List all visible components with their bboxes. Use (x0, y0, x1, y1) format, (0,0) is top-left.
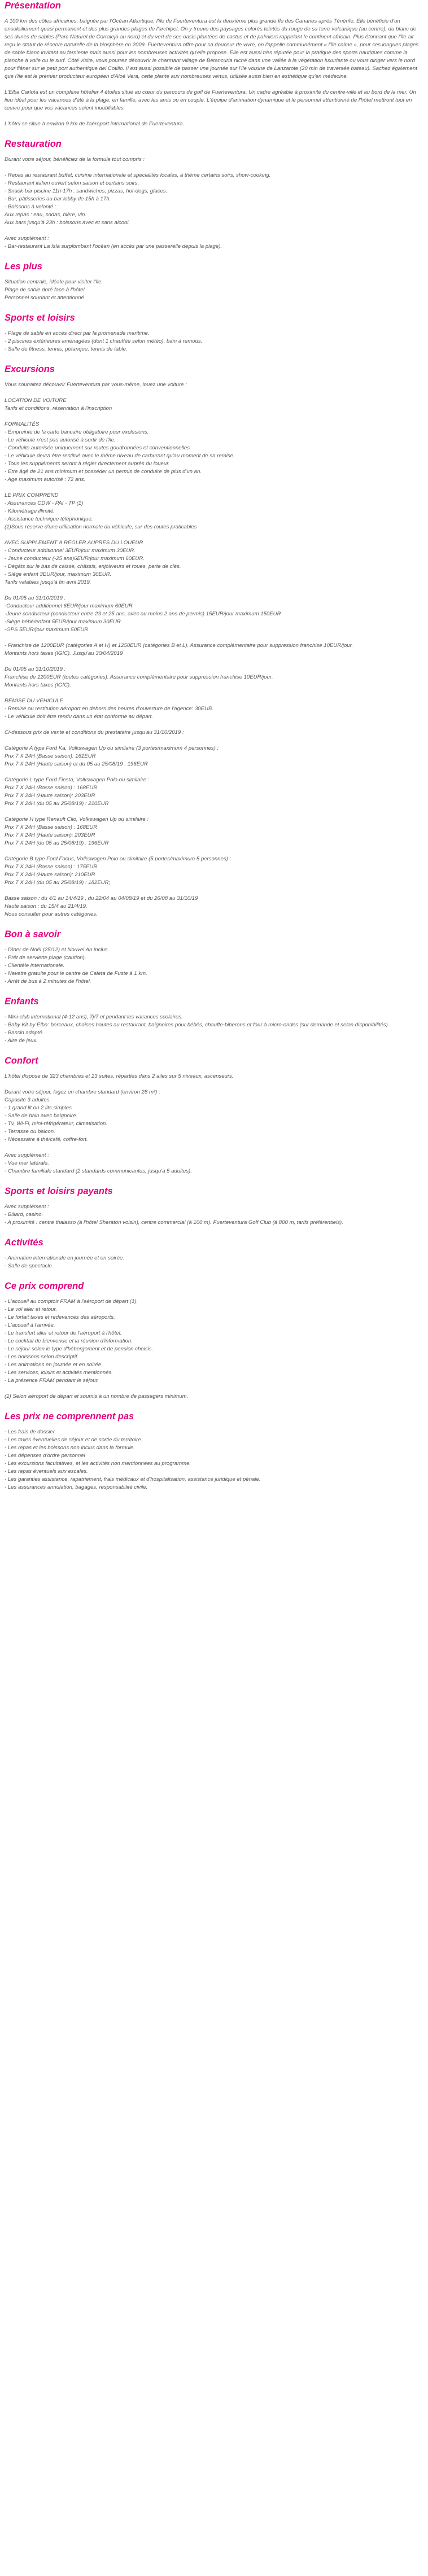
text-line: Prix 7 X 24H (Haute saison): 203EUR (5, 832, 95, 838)
text-line: Franchise de 1200EUR (toutes catégories). Assurance complémentaire pour suppression franchise 10EUR/jour. (5, 674, 273, 680)
section-body (5, 946, 423, 986)
line-spacer (5, 1144, 423, 1152)
text-line: - Salle de spectacle. (5, 1263, 54, 1269)
text-line: - A proximité : centre thalasso (à l'hôtel Sheraton voisin), centre commercial (à 100 m). Fuerteventura Golf Club (à 800 m, tarifs préférentiels). (5, 1219, 343, 1226)
text-line: Catégorie A type Ford Ka, Volkswagen Up ou similaire (3 portes/maximum 4 personnes) : (5, 745, 219, 751)
section-enfants (5, 996, 423, 1045)
text-line: - Nécessaire à thé/café, coffre-fort. (5, 1136, 88, 1143)
section-sports-loisirs (5, 312, 423, 353)
text-line: - Prêt de serviette plage (caution). (5, 955, 86, 961)
line-spacer (5, 808, 423, 816)
text-line: - Franchise de 1200EUR (catégories A et H) et 1250EUR (catégories B et L). Assurance complémentaire pour suppression franchise 10EUR/jour. (5, 642, 353, 649)
text-line: (1) Selon aéroport de départ et soumis à un nombre de passagers minimum. (5, 1393, 189, 1399)
text-line: Prix 7 X 24H (Basse saison) : 175EUR (5, 864, 98, 870)
text-line: - Salle de bain avec baignoire. (5, 1113, 78, 1119)
text-line: - L'accueil à l'arrivée. (5, 1322, 55, 1328)
text-line: - Restaurant italien ouvert selon saison et certains soirs. (5, 180, 139, 186)
text-line: Prix 7 X 24H (Haute saison) et du 05 au 25/08/19 : 196EUR (5, 761, 148, 767)
text-line: Catégorie L type Ford Fiesta, Volkswagen Polo ou similaire : (5, 777, 150, 783)
section-body (5, 1428, 423, 1492)
section-bon-a-savoir (5, 929, 423, 986)
text-line: - Animation internationale en journée et en soirée. (5, 1255, 124, 1261)
text-line: Montants hors taxes (IGIC). (5, 682, 71, 688)
line-spacer (5, 112, 423, 120)
line-spacer (5, 531, 423, 539)
section-title: Ce prix comprend (5, 1281, 84, 1291)
section-body (5, 1203, 423, 1227)
text-line: - Plage de sable en accès direct par la promenade maritime. (5, 330, 150, 336)
text-line: Prix 7 X 24H (Basse saison) : 168EUR (5, 824, 98, 830)
text-line: Prix 7 X 24H (Basse saison): 161EUR (5, 753, 96, 759)
line-spacer (5, 768, 423, 776)
section-body (5, 381, 423, 919)
text-line: - Dégâts sur le bas de caisse, châssis, enjoliveurs et roues, perte de clés. (5, 563, 181, 570)
text-line: - Aire de jeux. (5, 1038, 38, 1044)
section-presentation (5, 0, 423, 128)
section-title: Enfants (5, 996, 39, 1007)
section-confort (5, 1055, 423, 1175)
text-line: - Conducteur additionnel 3EUR/jour maximum 30EUR. (5, 548, 136, 554)
text-line: L'Elba Carlota est un complexe hôtelier 4 étoiles situé au cœur du parcours de golf de Fuerteventura. Un cadre agréable à proximité du centre-ville et au bord de la mer. Un lieu idéal pour les vacances d'été à la plage, en famille, avec les amis ou en couple. L'équipe d'animation dynamique et le personnel attentionné de l'hôtel mettront tout en œuvre pour que vos vacances soient inoubliables. (5, 89, 416, 111)
text-line: - Les taxes éventuelles de séjour et de sortie du territoire. (5, 1437, 143, 1443)
text-line: - Le cocktail de bienvenue et la réunion d'information. (5, 1338, 133, 1344)
text-line: Prix 7 X 24H (Haute saison): 203EUR (5, 793, 95, 799)
text-line: Durant votre séjour, bénéficiez de la formule tout compris : (5, 156, 145, 163)
text-line: - Repas au restaurant buffet, cuisine internationale et spécialités locales, à thème certains soirs, show-cooking. (5, 172, 271, 178)
text-line: - Les repas et les boissons non inclus dans la formule. (5, 1445, 135, 1451)
line-spacer (5, 689, 423, 697)
text-line: - Chambre familiale standard (2 standards communicantes, jusqu'à 5 adultes). (5, 1168, 192, 1174)
section-sports-loisirs-payants (5, 1186, 423, 1227)
text-line: - Bar, pâtisseries au bar lobby de 15h à 17h. (5, 196, 111, 202)
section-excursions (5, 364, 423, 919)
text-line: - Le forfait taxes et redevances des aéroports. (5, 1314, 115, 1320)
text-line: - Salle de fitness, tennis, pétanque, tennis de table. (5, 346, 128, 352)
text-line: - Les assurances annulation, bagages, responsabilité civile. (5, 1484, 148, 1490)
text-line: Tarifs et conditions, réservation à l'inscription (5, 405, 112, 412)
text-line: -Conducteur additionnel 6EUR/jour maximum 60EUR (5, 603, 133, 609)
text-line: - Snack-bar piscine 11h-17h : sandwiches, pizzas, hot-dogs, glaces. (5, 188, 168, 194)
text-line: REMISE DU VEHICULE (5, 698, 63, 704)
text-line: - Siège enfant 3EUR/jour, maximum 30EUR. (5, 571, 112, 578)
text-line: - Kilométrage illimité. (5, 508, 55, 514)
text-line: Catégorie B type Ford Focus, Volkswagen Polo ou similaire (5 portes/maximum 5 personnes) : (5, 856, 232, 862)
text-line: - Les services, loisirs et activités mentionnés. (5, 1370, 113, 1376)
text-line: -Jeune conducteur (conducteur entre 23 et 25 ans, avec au moins 2 ans de permis) 15EUR/jour maximum 150EUR (5, 611, 281, 617)
section-les-prix-ne-comprennent-pas (5, 1411, 423, 1492)
text-line: Avec supplément : (5, 1152, 49, 1158)
text-line: - Bar-restaurant La Isla surplombant l'océan (en accès par une passerelle depuis la plage). (5, 243, 222, 250)
section-title: Activités (5, 1237, 43, 1248)
text-line: Durant votre séjour, logez en chambre standard (environ 28 m²) : (5, 1089, 160, 1095)
text-line: L'hôtel se situe à environ 9 km de l'aéroport international de Fuerteventura. (5, 121, 185, 127)
section-restauration (5, 138, 423, 251)
text-line: - Jeune conducteur (-25 ans)6EUR/jour maximum 60EUR. (5, 556, 145, 562)
text-line: - Terrasse ou balcon. (5, 1129, 55, 1135)
text-line: - Dîner de Noël (25/12) et Nouvel An inclus. (5, 947, 110, 953)
text-line: - Billard, casino. (5, 1212, 43, 1218)
text-line: Tarifs valables jusqu'à fin avril 2019. (5, 579, 91, 585)
text-line: - Le vol aller et retour. (5, 1306, 57, 1313)
line-spacer (5, 847, 423, 855)
section-title: Bon à savoir (5, 929, 61, 939)
line-spacer (5, 587, 423, 594)
text-line: Du 01/05 au 31/10/2019 : (5, 666, 66, 672)
text-line: - Empreinte de la carte bancaire obligatoire pour exclusions. (5, 429, 149, 435)
text-line: Prix 7 X 24H (du 05 au 25/08/19) : 196EUR (5, 840, 109, 846)
line-spacer (5, 389, 423, 397)
text-line: - La présence FRAM pendant le séjour. (5, 1377, 99, 1384)
text-line: - Remise ou restitution aéroport en dehors des heures d'ouverture de l'agence: 30EUR. (5, 706, 214, 712)
text-line: - Les boissons selon descriptif. (5, 1354, 79, 1360)
line-spacer (5, 1081, 423, 1088)
section-body (5, 1013, 423, 1045)
section-title: Sports et loisirs payants (5, 1186, 113, 1196)
text-line: - Vue mer latérale. (5, 1160, 49, 1166)
line-spacer (5, 484, 423, 492)
text-line: Personnel souriant et attentionné (5, 295, 84, 301)
text-line: Prix 7 X 24H (Basse saison) : 168EUR (5, 785, 98, 791)
text-line: L'hôtel dispose de 323 chambres et 23 suites, réparties dans 2 ailes sur 5 niveaux, ascenseurs. (5, 1073, 234, 1079)
text-line: - Les animations en journée et en soirée. (5, 1362, 103, 1368)
section-body (5, 1254, 423, 1270)
text-line: Aux bars jusqu'à 23h : boissons avec et sans alcool. (5, 220, 130, 226)
text-line: - Arrêt de bus à 2 minutes de l'hôtel. (5, 978, 91, 985)
section-title: Les plus (5, 261, 42, 272)
section-title: Les prix ne comprennent pas (5, 1411, 134, 1422)
text-line: - Mini-club international (4-12 ans), 7j/7 et pendant les vacances scolaires. (5, 1014, 183, 1020)
section-body (5, 1298, 423, 1401)
text-line: AVEC SUPPLEMENT À REGLER AUPRES DU LOUEUR (5, 540, 143, 546)
text-line: LOCATION DE VOITURE (5, 397, 67, 404)
text-line: Plage de sable doré face à l'hôtel. (5, 287, 86, 293)
text-line: -Siège bébé/enfant 5EUR/jour maximum 30EUR (5, 619, 121, 625)
line-spacer (5, 1385, 423, 1393)
text-line: - Les dépenses d'ordre personnel (5, 1453, 85, 1459)
line-spacer (5, 658, 423, 666)
line-spacer (5, 227, 423, 235)
line-spacer (5, 164, 423, 172)
text-line: - Age maximum autorisé : 72 ans. (5, 476, 86, 483)
text-line: - Assistance technique téléphonique. (5, 516, 93, 522)
text-line: - Le véhicule doit être rendu dans un état conforme au départ. (5, 714, 153, 720)
section-title: Sports et loisirs (5, 313, 75, 323)
text-line: (1)Sous réserve d'une utilisation normale du véhicule, sur des routes praticables (5, 524, 197, 530)
section-activites (5, 1237, 423, 1270)
text-line: Avec supplément : (5, 235, 49, 242)
section-title: Confort (5, 1056, 38, 1066)
text-line: - Etre âgé de 21 ans minimum et posséder un permis de conduire de plus d'un an. (5, 469, 202, 475)
text-line: - Le séjour selon le type d'hébergement et de pension choisis. (5, 1346, 154, 1352)
text-line: - Assurances CDW - PAI - TP (1) (5, 500, 84, 506)
text-line: - Le véhicule devra être restitué avec le même niveau de carburant qu'au moment de sa remise. (5, 453, 235, 459)
text-line: LE PRIX COMPREND (5, 492, 59, 498)
text-line: Prix 7 X 24H (du 05 au 25/08/19) : 182EUR; (5, 880, 111, 886)
section-body (5, 1073, 423, 1175)
text-line: Basse saison : du 4/1 au 14/4/19 , du 22/04 au 04/08/19 et du 26/08 au 31/10/19 (5, 895, 198, 902)
text-line: Ci-dessous prix de vente et conditions du prestataire jusqu'au 31/10/2019 : (5, 729, 184, 736)
text-line: - Les repas éventuels aux escales. (5, 1468, 88, 1475)
section-title: Présentation (5, 1, 61, 11)
text-line: Prix 7 X 24H (du 05 au 25/08/19) : 210EUR (5, 801, 109, 807)
text-line: - 1 grand lit ou 2 lits simples. (5, 1105, 73, 1111)
text-line: - Conduite autorisée uniquement sur routes goudronnées et conventionnelles. (5, 445, 191, 451)
text-line: Haute saison : du 15/4 au 21/4/19. (5, 903, 88, 909)
text-line: Avec supplément : (5, 1204, 49, 1210)
line-spacer (5, 737, 423, 745)
text-line: Montants hors taxes (IGIC). Jusqu'au 30/04/2019 (5, 650, 123, 657)
section-title: Excursions (5, 364, 55, 374)
text-line: -GPS 5EUR/jour maximum 50EUR (5, 627, 89, 633)
section-les-plus (5, 261, 423, 302)
text-line: - Baby Kit by Elba: berceaux, chaises hautes au restaurant, baignoires pour bébés, chauffe-biberons et four à micro-ondes (sur demande et selon disponibilités). (5, 1022, 390, 1028)
text-line: Nous consulter pour autres catégories. (5, 911, 98, 917)
text-line: - Navette gratuite pour le centre de Caleta de Fuste à 1 km. (5, 970, 147, 977)
text-line: - Clientèle internationale. (5, 963, 65, 969)
text-line: - 2 piscines extérieures aménagées (dont 1 chauffée selon météo), bain à remous. (5, 338, 203, 344)
text-line: - Boissons à volonté : (5, 204, 56, 210)
text-line: Capacité 3 adultes. (5, 1097, 51, 1103)
line-spacer (5, 634, 423, 642)
text-line: Vous souhaitez découvrir Fuerteventura par vous-même, louez une voiture : (5, 382, 187, 388)
text-line: FORMALITÉS (5, 421, 40, 427)
section-body (5, 330, 423, 353)
section-title: Restauration (5, 139, 62, 149)
section-body (5, 156, 423, 251)
line-spacer (5, 81, 423, 89)
line-spacer (5, 413, 423, 421)
text-line: - Tv, Wi-Fi, mini-réfrigérateur, climatisation. (5, 1121, 108, 1127)
section-ce-prix-comprend (5, 1280, 423, 1401)
text-line: Catégorie H type Renault Clio, Volkswagen Up ou similaire : (5, 816, 149, 823)
text-line: - Les excursions facultatives, et les activités non mentionnées au programme. (5, 1460, 191, 1467)
text-line: Situation centrale, idéale pour visiter l'île. (5, 279, 103, 285)
text-line: Aux repas : eau, sodas, bière, vin. (5, 212, 87, 218)
text-line: - Le véhicule n'est pas autorisé à sortir de l'île. (5, 437, 116, 443)
text-line: - L'accueil au comptoir FRAM à l'aéroport de départ (1). (5, 1298, 138, 1305)
text-line: - Tous les suppléments seront à régler directement auprès du loueur. (5, 461, 170, 467)
text-line: - Les frais de dossier. (5, 1429, 56, 1435)
section-body (5, 18, 423, 128)
text-line: Prix 7 X 24H (Haute saison): 210EUR (5, 872, 95, 878)
text-line: Du 01/05 au 31/10/2019 : (5, 595, 66, 601)
text-line: A 100 km des côtes africaines, baignée par l'Océan Atlantique, l'île de Fuerteventura est la deuxième plus grande île des Canaries après Ténérife. Elle bénéficie d'un ensoleillement quasi permanent et des plus grandes plages de l'archipel. On y trouve des paysages colorés teintés du rouge de sa terre volcanique (au centre), du blanc de ses dunes de sables (Parc Naturel de Corralejo au nord) et du vert de ses oasis plantées de cactus et de palmiers rappelant le continent africain. Plus étonnant que l'île ait reçu le statut de réserve naturelle de la biosphère en 2009. Fuerteventura offre pour sa douceur de vivre, on l'appelle communément « l'île calme », pour ses longues plages de sable blanc invitant au farniente mais aussi pour les nombreuses activités qu'elle propose. Elle est aussi très réputée pour la pratique des sports nautiques comme la planche à voile ou le surf. Côté visite, vous pourrez découvrir le charmant village de Betancuria niché dans une vallée à la végétation luxuriante ou vous diriger vers le nord pour flâner sur le petit port authentique del Cotillo. Il est aussi possible de passer une journée sur l'île voisine de Lanzarote (20 min de traversée bateau). Sachez également que l'île est le premier producteur européen d'Aloé Vera, cette plante aux nombreuses vertus, utilisée aussi bien en esthétique qu'en médecine. (5, 18, 419, 80)
text-line: - Bassin adapté. (5, 1030, 44, 1036)
text-line: - Les garanties assistance, rapatriement, frais médicaux et d'hospitalisation, assistance juridique et pénale. (5, 1476, 261, 1482)
line-spacer (5, 721, 423, 729)
section-body (5, 278, 423, 302)
text-line: - Le transfert aller et retour de l'aéroport à l'hôtel. (5, 1330, 122, 1336)
line-spacer (5, 887, 423, 895)
